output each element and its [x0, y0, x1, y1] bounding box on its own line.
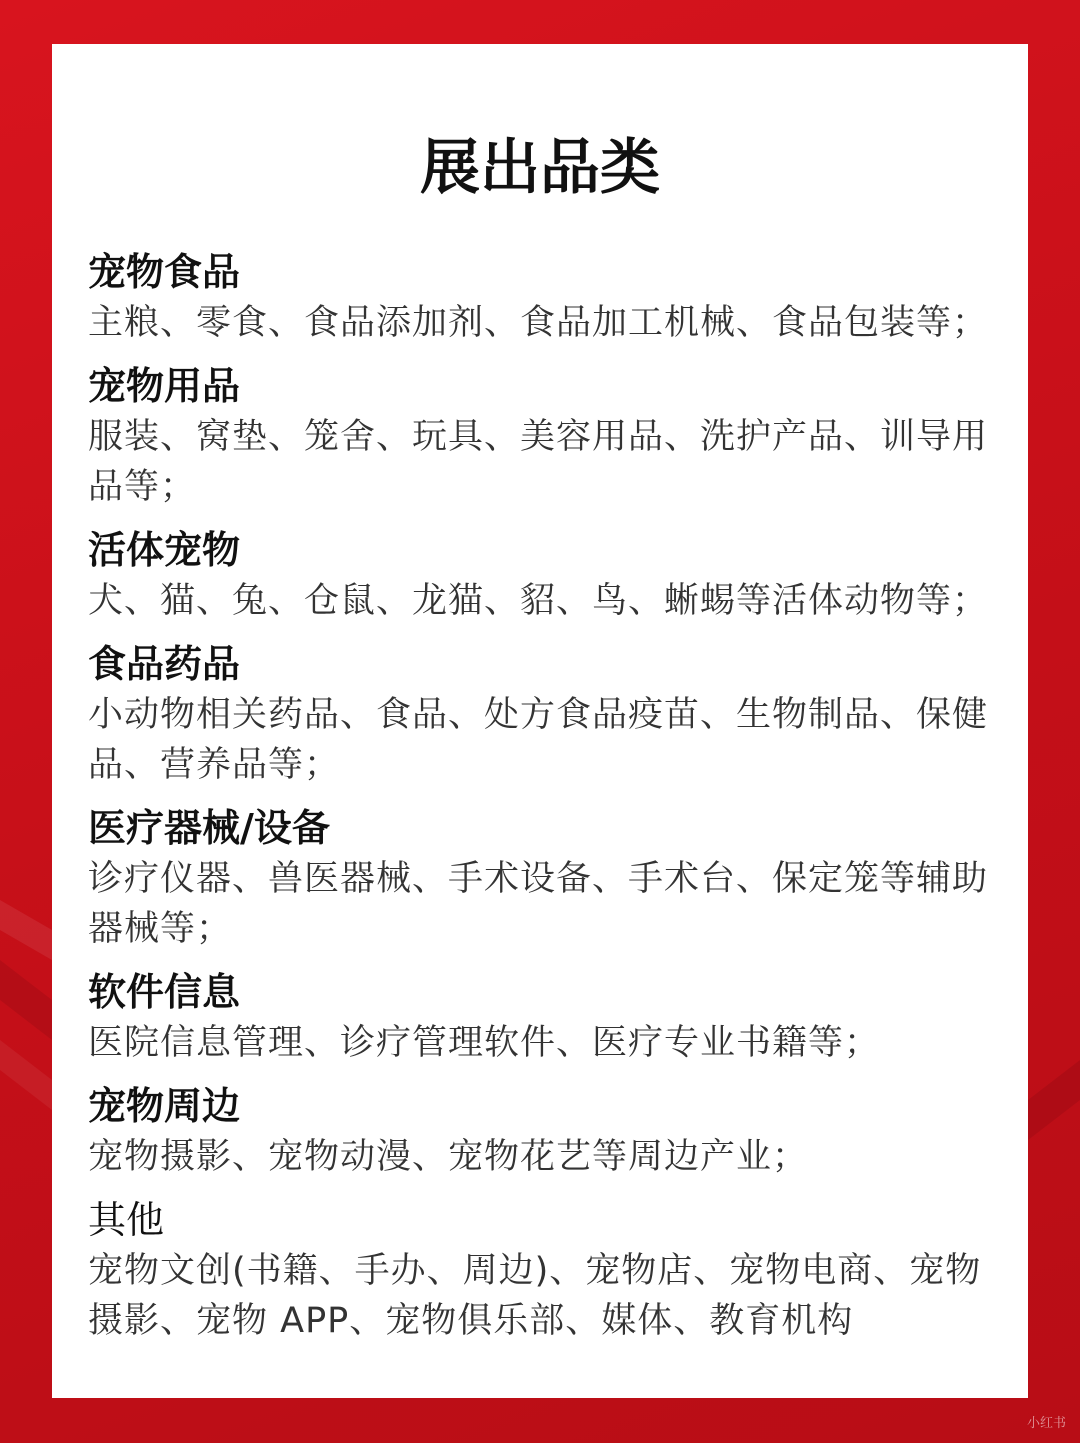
category-live-pets: [88, 524, 988, 626]
category-heading: 宠物用品: [88, 364, 241, 408]
category-pet-supplies: [88, 360, 988, 512]
category-heading: 软件信息: [88, 970, 241, 1014]
category-description: 小动物相关药品、食品、处方食品疫苗、生物制品、保健品、营养品等；: [88, 695, 989, 785]
category-description: 宠物摄影、宠物动漫、宠物花艺等周边产业；: [88, 1137, 809, 1177]
category-description: 医院信息管理、诊疗管理软件、医疗专业书籍等；: [88, 1023, 881, 1063]
category-heading: 医疗器械/设备: [88, 806, 330, 850]
category-heading: 食品药品: [88, 642, 241, 686]
category-food-medicine: [88, 638, 988, 790]
category-description: 犬、猫、兔、仓鼠、龙猫、貂、鸟、蜥蜴等活体动物等；: [88, 581, 989, 621]
category-heading: 宠物食品: [88, 250, 241, 294]
category-description: 主粮、零食、食品添加剂、食品加工机械、食品包装等；: [88, 303, 989, 343]
category-heading: 活体宠物: [88, 528, 241, 572]
category-heading: 宠物周边: [88, 1084, 241, 1128]
category-description: 宠物文创(书籍、手办、周边)、宠物店、宠物电商、宠物摄影、宠物 APP、宠物俱乐部、媒体、教育机构: [88, 1251, 982, 1341]
content-card: [52, 44, 1028, 1398]
category-heading: 其他: [88, 1198, 165, 1242]
category-software: [88, 966, 988, 1068]
category-description: 诊疗仪器、兽医器械、手术设备、手术台、保定笼等辅助器械等；: [88, 859, 989, 949]
category-medical-equipment: [88, 802, 988, 954]
category-list: [88, 246, 988, 1358]
page-title: 展出品类: [420, 133, 660, 203]
category-pet-food: [88, 246, 988, 348]
category-pet-peripherals: [88, 1080, 988, 1182]
category-other: [88, 1194, 988, 1346]
category-description: 服装、窝垫、笼舍、玩具、美容用品、洗护产品、训导用品等；: [88, 417, 989, 507]
watermark-logo: 小红书: [1026, 1416, 1066, 1431]
